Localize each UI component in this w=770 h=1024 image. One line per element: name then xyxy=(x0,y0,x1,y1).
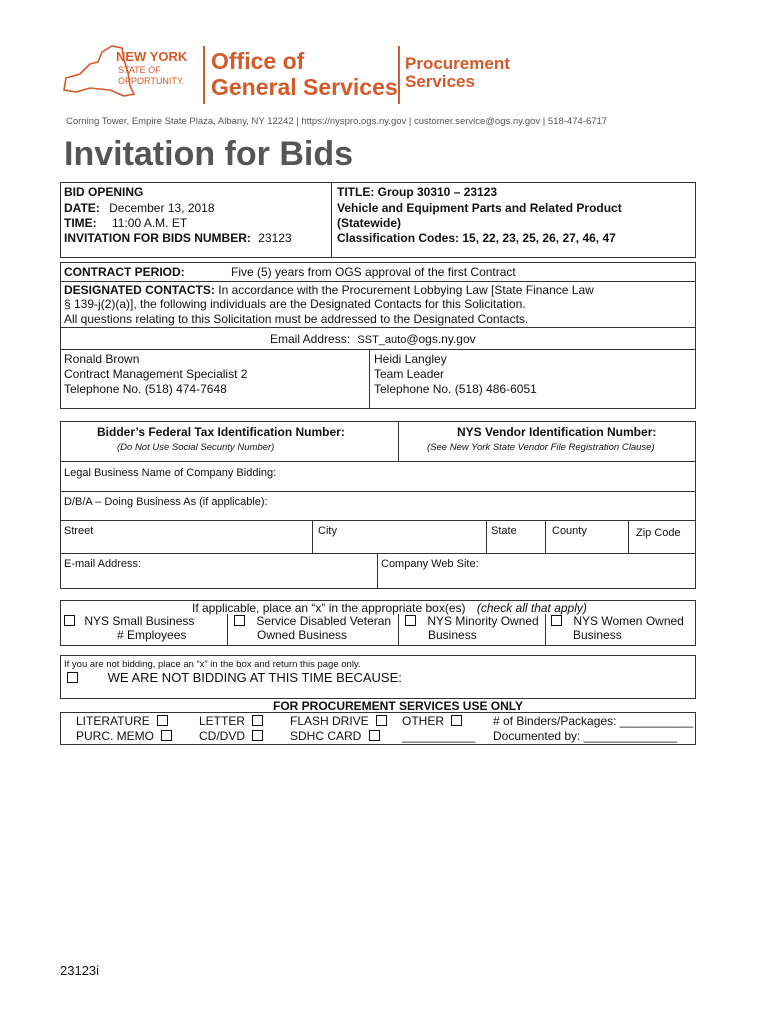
bid-number-row xyxy=(64,231,292,246)
contact-1-name: Ronald Brown xyxy=(64,352,140,366)
contact-2-name: Heidi Langley xyxy=(374,352,447,366)
purc-memo-option[interactable] xyxy=(76,729,172,744)
women-label-1: NYS Women Owned xyxy=(573,614,684,628)
other-blank[interactable]: ___________ xyxy=(402,729,476,743)
cd-dvd-option[interactable] xyxy=(199,729,263,744)
bidder-divider-4 xyxy=(60,553,696,554)
documented-by-field[interactable]: Documented by: ______________ xyxy=(493,729,678,743)
tax-id-note: (Do Not Use Social Security Number) xyxy=(117,442,275,453)
ny-logo-line2: STATE OF xyxy=(118,65,161,75)
literature-label: LITERATURE xyxy=(76,714,150,728)
tax-id-label[interactable]: Bidder’s Federal Tax Identification Number: xyxy=(97,425,345,439)
flash-drive-option[interactable] xyxy=(290,714,387,729)
procurement-use-heading: FOR PROCUREMENT SERVICES USE ONLY xyxy=(273,699,524,713)
small-business-option[interactable] xyxy=(64,614,194,629)
zip-code-field[interactable]: Zip Code xyxy=(636,527,681,539)
header-address: Corning Tower, Empire State Plaza, Albany, NY 12242 | https://nyspro.ogs.ny.gov | customer.service@ogs.ny.gov | 518-474-6717 xyxy=(66,116,608,127)
small-business-label: NYS Small Business xyxy=(84,614,195,628)
bidder-divider-3 xyxy=(60,520,696,521)
bid-box-divider xyxy=(331,182,332,258)
letter-checkbox[interactable] xyxy=(252,715,263,726)
website-field[interactable]: Company Web Site: xyxy=(381,558,479,570)
letter-option[interactable] xyxy=(199,714,263,729)
ogs-logo-line2: General Services xyxy=(211,74,398,100)
procurement-logo-line2: Services xyxy=(405,72,475,91)
email-address-row xyxy=(270,332,476,348)
designated-contacts-line1 xyxy=(64,283,594,298)
literature-option[interactable] xyxy=(76,714,168,729)
other-label: OTHER xyxy=(402,714,444,728)
sdhc-card-option[interactable] xyxy=(290,729,380,744)
bidder-divider-1 xyxy=(60,461,696,462)
contract-divider-3 xyxy=(60,349,696,350)
vendor-id-note: (See New York State Vendor File Registration Clause) xyxy=(427,442,655,453)
women-option[interactable] xyxy=(551,614,684,629)
address-divider-4 xyxy=(628,520,629,553)
sdhc-card-label: SDHC CARD xyxy=(290,729,362,743)
street-field[interactable]: Street xyxy=(64,525,94,537)
employees-label[interactable]: # Employees xyxy=(117,628,187,642)
address-divider-3 xyxy=(545,520,546,553)
ogs-logo-line1: Office of xyxy=(211,48,305,74)
contract-period-value: Five (5) years from OGS approval of the first Contract xyxy=(231,265,516,279)
sdv-option[interactable] xyxy=(234,614,391,629)
legal-name-field[interactable]: Legal Business Name of Company Bidding: xyxy=(64,467,277,479)
other-checkbox[interactable] xyxy=(451,715,462,726)
women-checkbox[interactable] xyxy=(551,615,562,626)
email-address-prefix[interactable]: SST_auto xyxy=(357,334,407,346)
bid-time-row xyxy=(64,216,187,231)
vendor-id-label[interactable]: NYS Vendor Identification Number: xyxy=(457,425,657,439)
sdv-checkbox[interactable] xyxy=(234,615,245,626)
bid-title-line3: (Statewide) xyxy=(337,216,402,230)
contacts-column-divider xyxy=(369,349,370,409)
bid-date-row xyxy=(64,201,215,216)
designated-contacts-text1: In accordance with the Procurement Lobbying Law [State Finance Law xyxy=(218,283,594,297)
minority-label-1: NYS Minority Owned xyxy=(427,614,539,628)
email-website-divider xyxy=(377,553,378,589)
page-footer-code: 23123i xyxy=(60,963,100,978)
bidder-divider-2 xyxy=(60,491,696,492)
procurement-logo-line1: Procurement xyxy=(405,54,510,73)
sdv-label-2: Owned Business xyxy=(257,628,348,642)
logo-divider-1 xyxy=(203,46,205,104)
women-label-2: Business xyxy=(573,628,622,642)
county-field[interactable]: County xyxy=(552,525,587,537)
bid-number-label: INVITATION FOR BIDS NUMBER: xyxy=(64,231,251,245)
not-bidding-checkbox[interactable] xyxy=(67,672,78,683)
state-field[interactable]: State xyxy=(491,525,517,537)
flash-drive-checkbox[interactable] xyxy=(376,715,387,726)
status-divider-2 xyxy=(398,614,399,646)
flash-drive-label: FLASH DRIVE xyxy=(290,714,369,728)
status-instruction-note: (check all that apply) xyxy=(476,601,587,615)
purc-memo-label: PURC. MEMO xyxy=(76,729,154,743)
minority-option[interactable] xyxy=(405,614,539,629)
small-business-checkbox[interactable] xyxy=(64,615,75,626)
bid-number-value: 23123 xyxy=(258,231,292,245)
email-address-domain[interactable]: @ogs.ny.gov xyxy=(406,332,476,346)
ny-logo-line3: OPPORTUNITY. xyxy=(118,76,185,86)
address-divider-2 xyxy=(486,520,487,553)
contact-1-title: Contract Management Specialist 2 xyxy=(64,367,248,381)
designated-contacts-line2: § 139-j(2)(a)], the following individuals are the Designated Contacts for this Solicitation. xyxy=(64,297,526,311)
contact-1-phone: Telephone No. (518) 474-7648 xyxy=(64,382,227,396)
bid-title-line1: TITLE: Group 30310 – 23123 xyxy=(337,185,498,199)
minority-label-2: Business xyxy=(428,628,477,642)
bid-opening-label: BID OPENING xyxy=(64,185,144,199)
other-option[interactable] xyxy=(402,714,462,729)
sdhc-card-checkbox[interactable] xyxy=(369,730,380,741)
page-title: Invitation for Bids xyxy=(64,135,353,173)
contact-2-phone: Telephone No. (518) 486-6051 xyxy=(374,382,537,396)
bid-title-line2: Vehicle and Equipment Parts and Related Product xyxy=(337,201,622,215)
email-field[interactable]: E-mail Address: xyxy=(64,558,142,570)
bid-time-value: 11:00 A.M. ET xyxy=(112,216,188,230)
email-address-label: Email Address: xyxy=(270,332,351,346)
binders-field[interactable]: # of Binders/Packages: ___________ xyxy=(493,714,694,728)
dba-field[interactable]: D/B/A – Doing Business As (if applicable): xyxy=(64,496,268,508)
status-divider-1 xyxy=(227,614,228,646)
not-bidding-instruction: If you are not bidding, place an “x” in the box and return this page only. xyxy=(64,659,361,670)
city-field[interactable]: City xyxy=(318,525,337,537)
designated-contacts-label: DESIGNATED CONTACTS: xyxy=(64,283,215,297)
contract-divider-2 xyxy=(60,327,696,328)
literature-checkbox[interactable] xyxy=(157,715,168,726)
designated-contacts-line3: All questions relating to this Solicitation must be addressed to the Designated Contacts. xyxy=(64,312,529,326)
letter-label: LETTER xyxy=(199,714,246,728)
tax-vendor-divider xyxy=(398,421,399,461)
bid-title-line4: Classification Codes: 15, 22, 23, 25, 26, 27, 46, 47 xyxy=(337,231,616,245)
logo-divider-2 xyxy=(398,46,400,104)
sdv-label-1: Service Disabled Veteran xyxy=(256,614,392,628)
bid-date-value: December 13, 2018 xyxy=(109,201,215,215)
contract-divider-1 xyxy=(60,281,696,282)
cd-dvd-checkbox[interactable] xyxy=(252,730,263,741)
bid-date-label: DATE: xyxy=(64,201,100,215)
minority-checkbox[interactable] xyxy=(405,615,416,626)
address-divider-1 xyxy=(312,520,313,553)
contact-2-title: Team Leader xyxy=(374,367,445,381)
purc-memo-checkbox[interactable] xyxy=(161,730,172,741)
status-instruction: If applicable, place an “x” in the appropriate box(es) xyxy=(192,601,466,615)
cd-dvd-label: CD/DVD xyxy=(199,729,246,743)
ny-logo-line1: NEW YORK xyxy=(116,49,188,64)
bid-time-label: TIME: xyxy=(64,216,97,230)
status-divider-3 xyxy=(545,614,546,646)
not-bidding-row[interactable] xyxy=(67,670,402,686)
contract-period-label: CONTRACT PERIOD: xyxy=(64,265,185,279)
not-bidding-label: WE ARE NOT BIDDING AT THIS TIME BECAUSE: xyxy=(107,670,402,685)
